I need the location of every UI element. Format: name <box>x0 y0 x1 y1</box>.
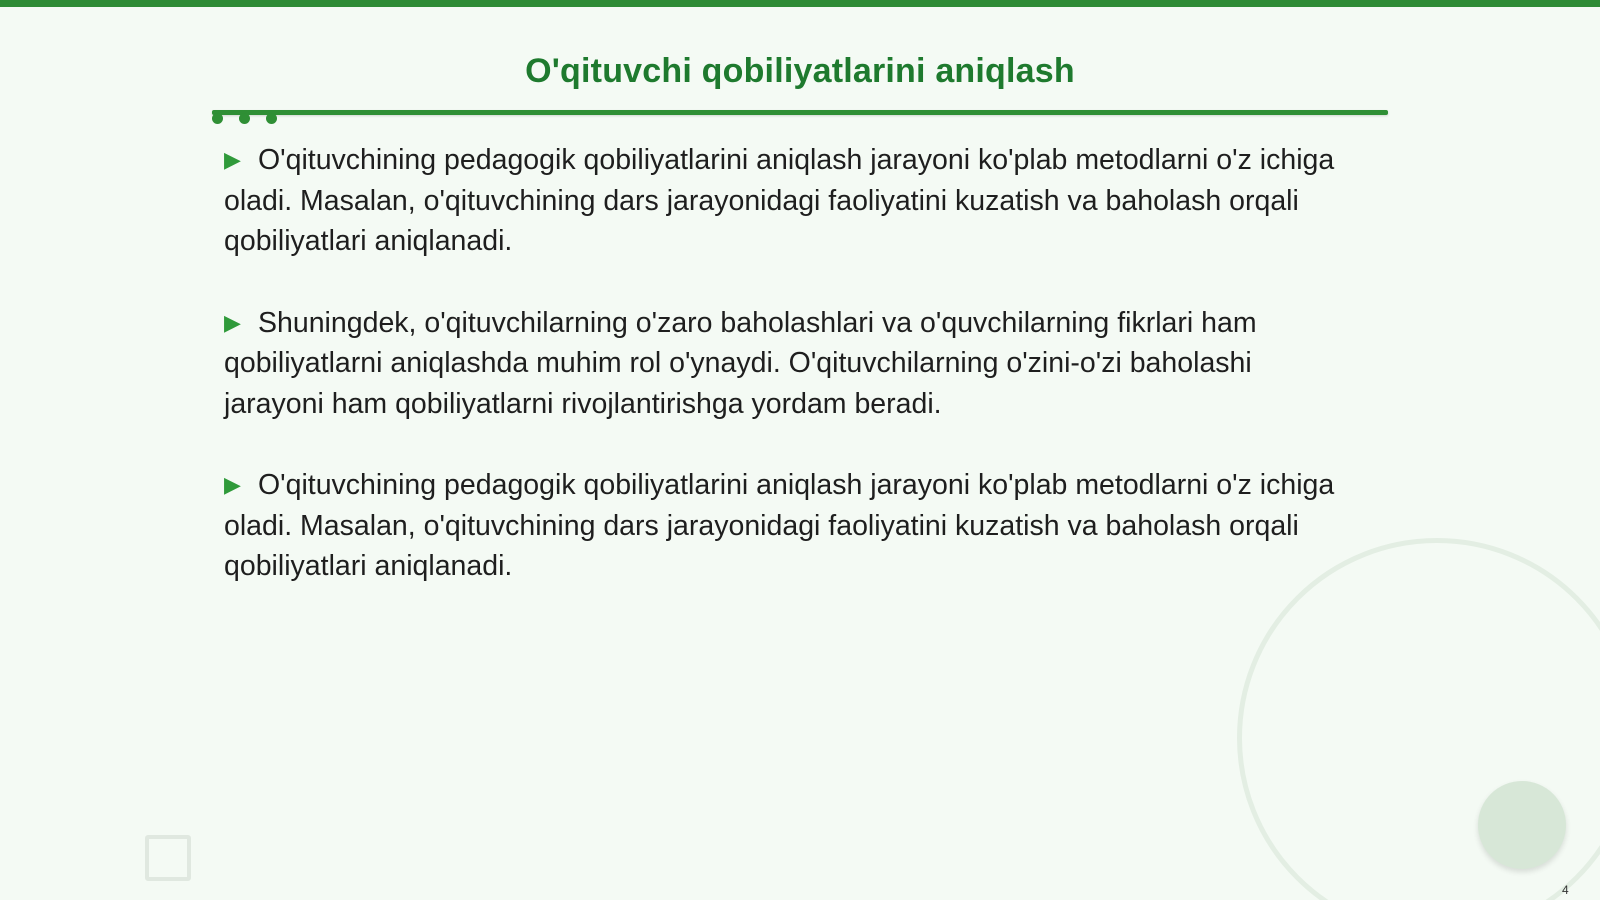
triangle-right-icon: ▶ <box>224 147 241 172</box>
bullet-text: O'qituvchining pedagogik qobiliyatlarini aniqlash jarayoni ko'plab metodlarni o'z ichiga oladi. Masalan, o'qituvchining dars jarayonidagi faoliyatini kuzatish va baholash orqali qobiliyatlari aniqlanadi. <box>224 144 1335 257</box>
bullet-list <box>224 140 1354 628</box>
decor-dot <box>239 113 250 124</box>
slide-title: O'qituvchi qobiliyatlarini aniqlash <box>525 52 1075 90</box>
top-accent-bar <box>0 0 1600 7</box>
decor-circle <box>1478 781 1566 869</box>
bullet-item <box>224 140 1354 262</box>
decor-square <box>145 835 191 881</box>
bullet-text: O'qituvchining pedagogik qobiliyatlarini aniqlash jarayoni ko'plab metodlarni o'z ichiga oladi. Masalan, o'qituvchining dars jarayonidagi faoliyatini kuzatish va baholash orqali qobiliyatlari aniqlanadi. <box>224 469 1335 582</box>
page-number: 4 <box>1562 883 1569 897</box>
decor-dot <box>266 113 277 124</box>
bullet-text: Shuningdek, o'qituvchilarning o'zaro baholashlari va o'quvchilarning fikrlari ham qobiliyatlarni aniqlashda muhim rol o'ynaydi. O'qituvchilarning o'zini-o'zi baholashi jarayoni ham qobiliyatlarni rivojlantirishga yordam beradi. <box>224 306 1257 420</box>
title-underline <box>212 110 1388 115</box>
bullet-item <box>224 303 1354 425</box>
decor-dot <box>212 113 223 124</box>
bullet-item <box>224 465 1354 587</box>
triangle-right-icon: ▶ <box>224 309 241 335</box>
triangle-right-icon: ▶ <box>224 472 241 497</box>
